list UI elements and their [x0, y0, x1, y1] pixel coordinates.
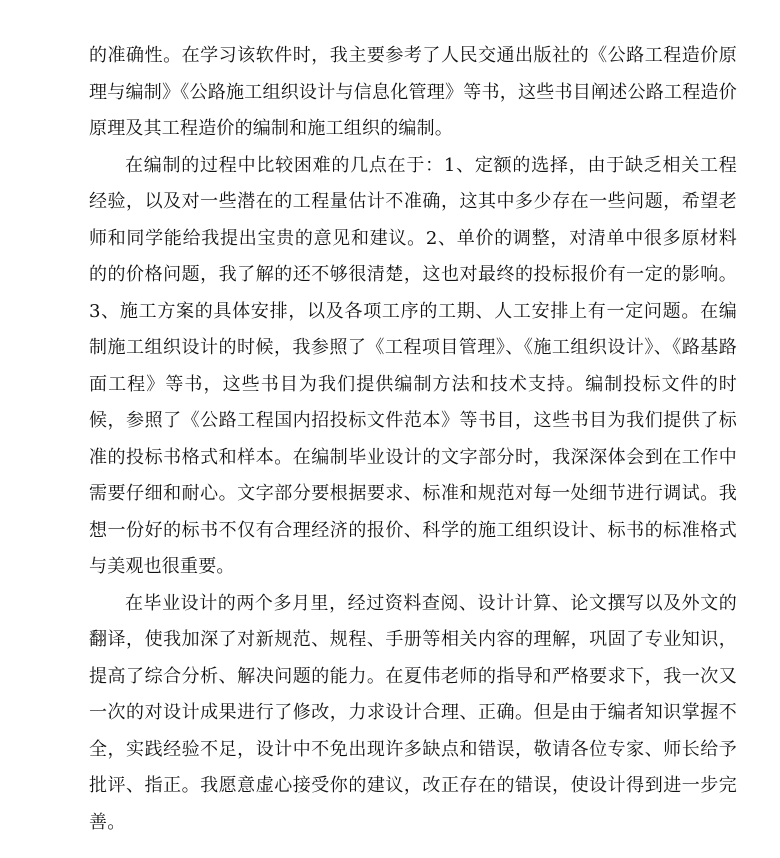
document-body [89, 38, 737, 841]
paragraph-difficulties: 在编制的过程中比较困难的几点在于：1、定额的选择，由于缺乏相关工程经验，以及对一些潜在的工程量估计不准确，这其中多少存在一些问题，希望老师和同学能给我提出宝贵的意见和建议。2、单价的调整，对清单中很多原材料的的价格问题，我了解的还不够很清楚，这也对最终的投标报价有一定的影响。3、施工方案的具体安排，以及各项工序的工期、人工安排上有一定问题。在编制施工组织设计的时候，我参照了《工程项目管理》、《施工组织设计》、《路基路面工程》等书，这些书目为我们提供编制方法和技术支持。编制投标文件的时候，参照了《公路工程国内招投标文件范本》等书目，这些书目为我们提供了标准的投标书格式和样本。在编制毕业设计的文字部分时，我深深体会到在工作中需要仔细和耐心。文字部分要根据要求、标准和规范对每一处细节进行调试。我想一份好的标书不仅有合理经济的报价、科学的施工组织设计、标书的标准格式与美观也很重要。 [89, 154, 737, 577]
paragraph-summary: 在毕业设计的两个多月里，经过资料查阅、设计计算、论文撰写以及外文的翻译，使我加深了对新规范、规程、手册等相关内容的理解，巩固了专业知识，提高了综合分析、解决问题的能力。在夏伟老师的指导和严格要求下，我一次又一次的对设计成果进行了修改，力求设计合理、正确。但是由于编者知识掌握不全，实践经验不足，设计中不免出现许多缺点和错误，敬请各位专家、师长给予批评、指正。我愿意虚心接受你的建议，改正存在的错误，使设计得到进一步完善。 [89, 592, 737, 833]
paragraph-continuation: 的准确性。在学习该软件时，我主要参考了人民交通出版社的《公路工程造价原理与编制》《公路施工组织设计与信息化管理》等书，这些书目阐述公路工程造价原理及其工程造价的编制和施工组织的编制。 [89, 45, 737, 139]
